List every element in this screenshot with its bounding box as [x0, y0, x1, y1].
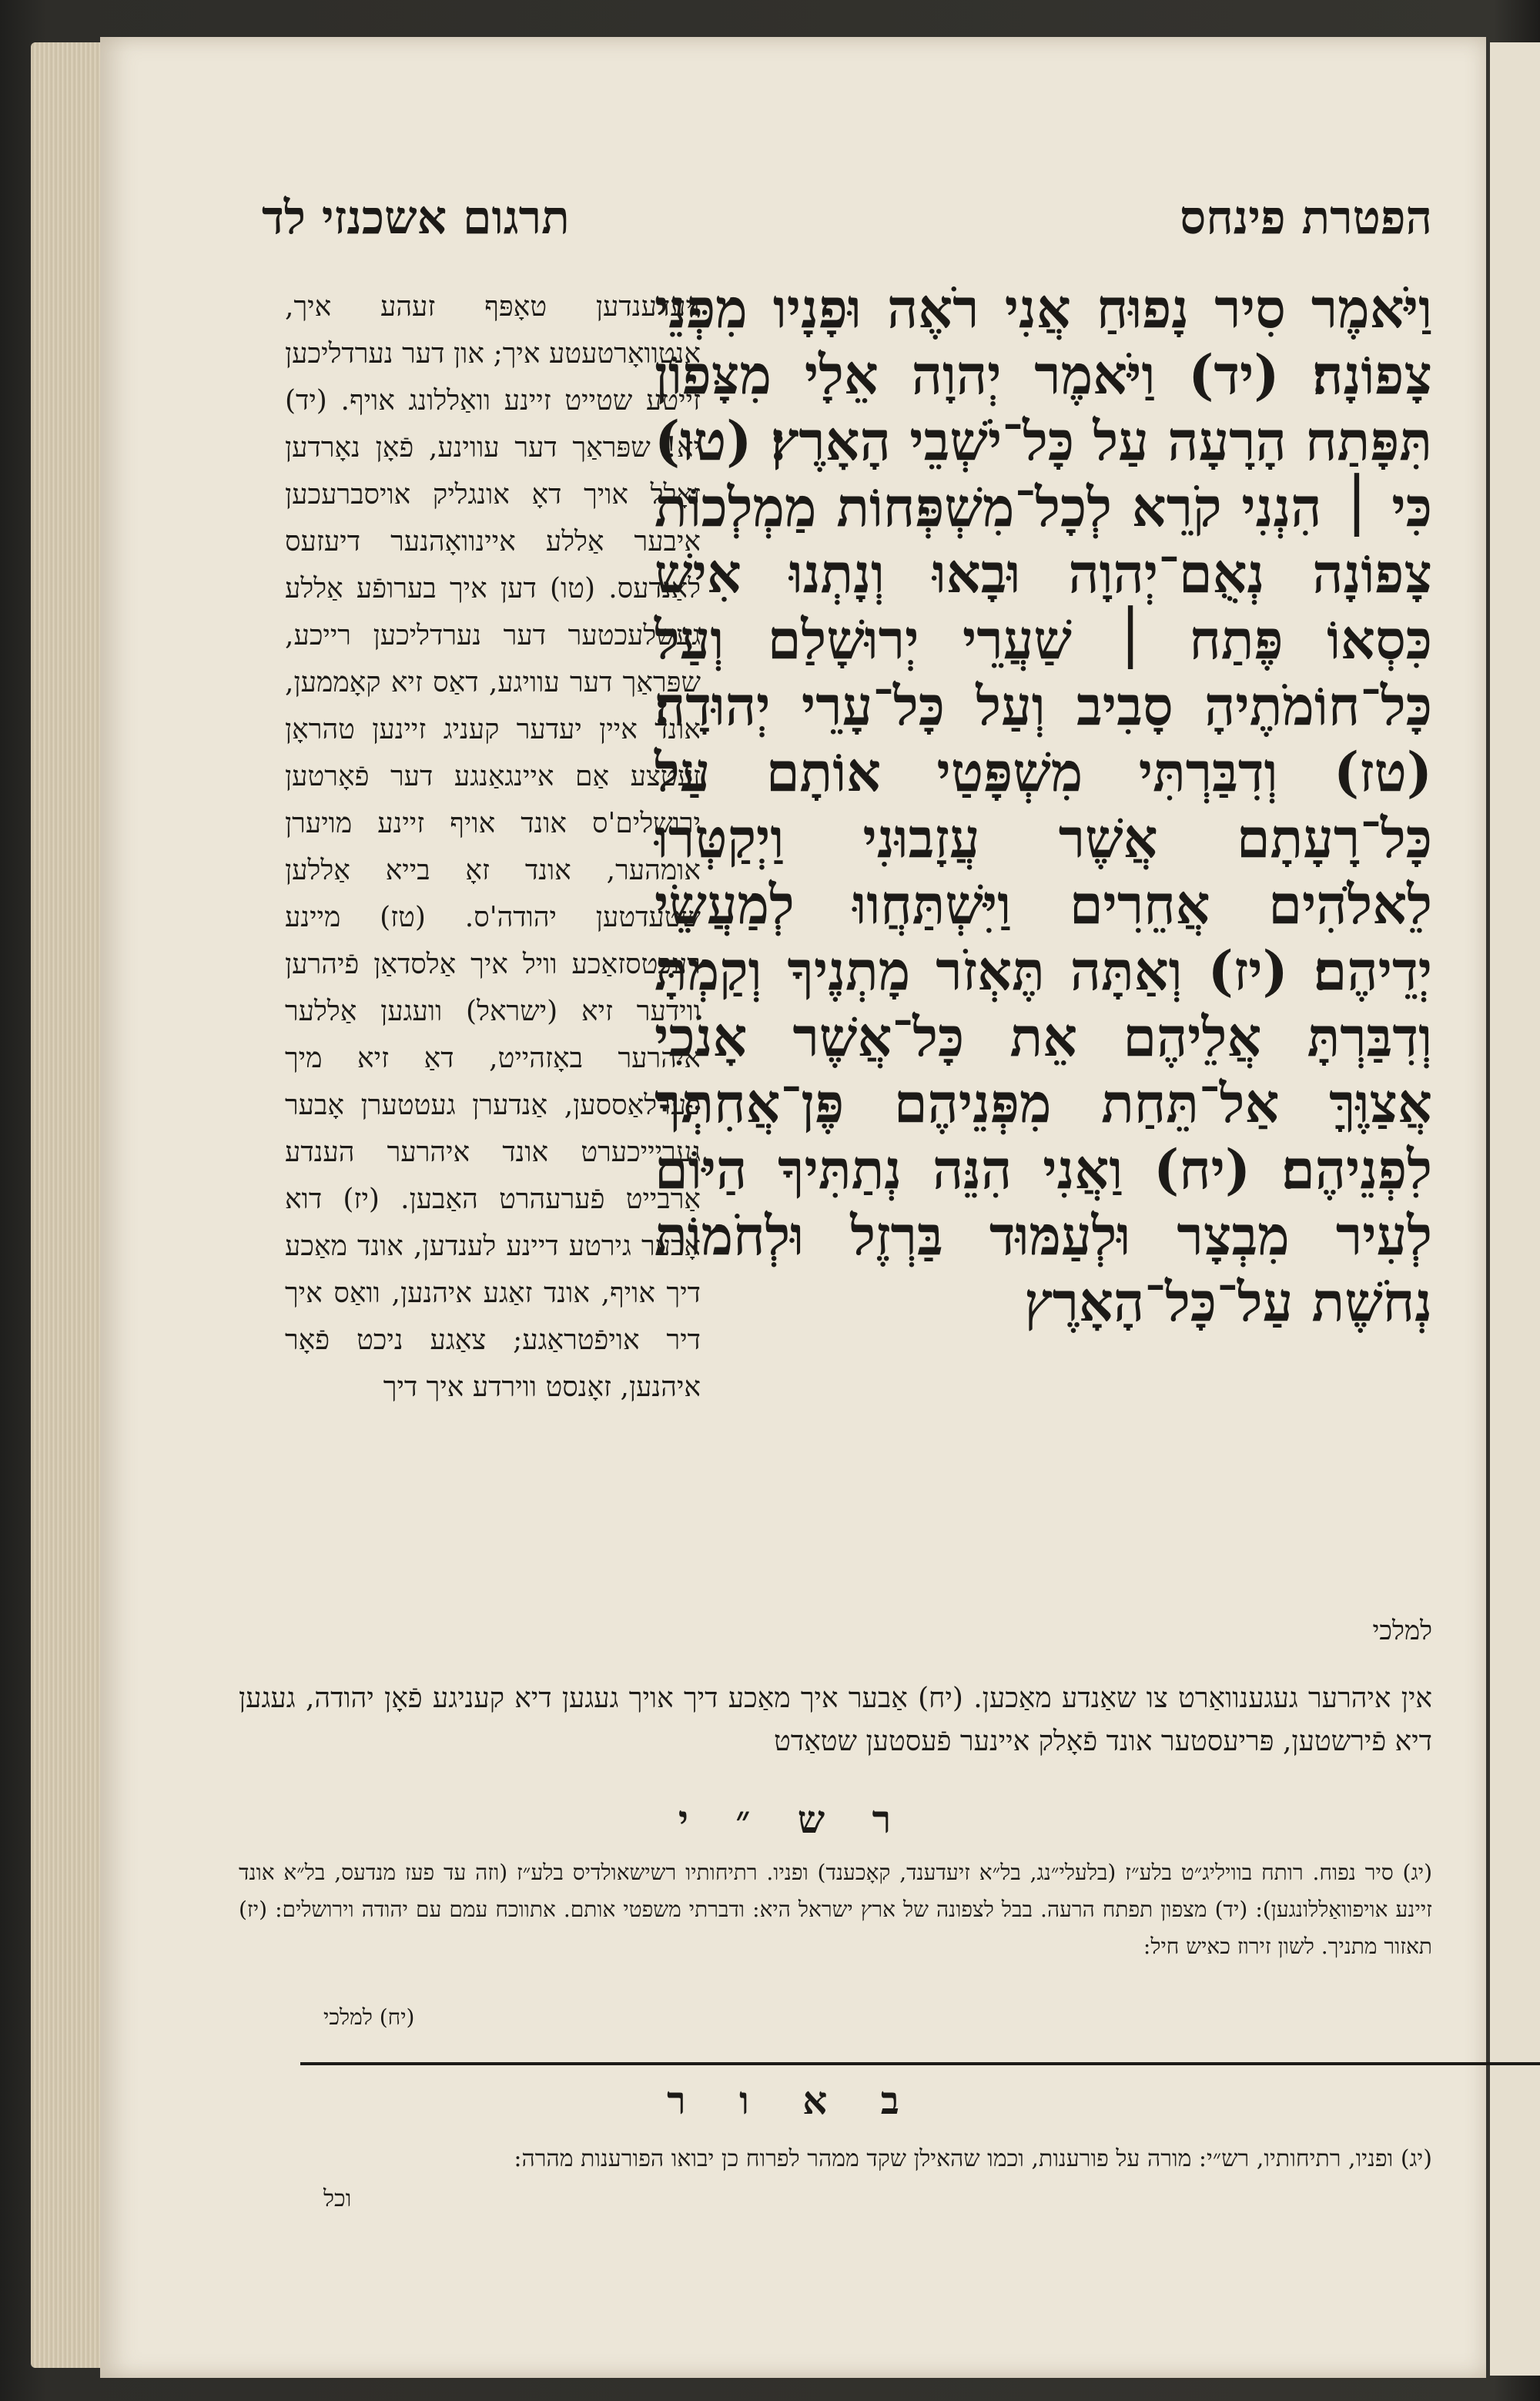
- page-header: [262, 191, 1432, 283]
- hebrew-running-title: הפטרת פינחס: [1180, 191, 1432, 245]
- book-page: [100, 37, 1486, 2378]
- section-divider: [300, 2062, 1540, 2065]
- biur-catchword: וכל: [323, 2185, 352, 2212]
- yiddish-running-title: תרגום אשכנזי לד: [262, 191, 570, 245]
- biur-commentary: (יג) ופניו, רתיחותיו, רש״י: מורה על פורענות, וכמו שהאילן שקד ממהר לפרוח כן יבואו הפורענות מהרה:: [514, 2145, 1432, 2172]
- catchword: למלכי: [1372, 1616, 1432, 1646]
- hebrew-scripture-column: וַיֹּאמֶר סִיר נָפוּחַ אֲנִי רֹאֶה וּפָנָיו מִפְּנֵי צָפוֹנָה׃ (יד) וַיֹּאמֶר יְהוָה אֵלָי מִצָּפוֹן תִּפָּתַח הָרָעָה עַל כָּל־יֹשְׁבֵי הָאָרֶץ׃ (טו) כִּי ׀ הִנְנִי קֹרֵא לְכָל־מִשְׁפְּחוֹת מַמְלְכוֹת צָפוֹנָה נְאֻם־יְהוָה וּבָאוּ וְנָתְנוּ אִישׁ כִּסְאוֹ פֶּתַח ׀ שַׁעֲרֵי יְרוּשָׁלַם וְעַל כָּל־חוֹמֹתֶיהָ סָבִיב וְעַל כָּל־עָרֵי יְהוּדָה׃ (טז) וְדִבַּרְתִּי מִשְׁפָּטַי אוֹתָם עַל כָּל־רָעָתָם אֲשֶׁר עֲזָבוּנִי וַיְקַטְּרוּ לֵאלֹהִים אֲחֵרִים וַיִּשְׁתַּחֲווּ לְמַעֲשֵׂי יְדֵיהֶם׃ (יז) וְאַתָּה תֶּאְזֹר מָתְנֶיךָ וְקַמְתָּ וְדִבַּרְתָּ אֲלֵיהֶם אֵת כָּל־אֲשֶׁר אָנֹכִי אֲצַוֶּךָּ אַל־תֵּחַת מִפְּנֵיהֶם פֶּן־אֲחִתְּךָ לִפְנֵיהֶם׃ (יח) וַאֲנִי הִנֵּה נְתַתִּיךָ הַיּוֹם לְעִיר מִבְצָר וּלְעַמּוּד בַּרְזֶל וּלְחֹמוֹת נְחֹשֶׁת עַל־כָּל־הָאָרֶץ: [654, 276, 1432, 1334]
- adjacent-page: [1490, 42, 1540, 2376]
- biur-heading: ב א ו ר: [667, 2078, 919, 2123]
- yiddish-translation-continuation: אין איהרער געגענוואַרט צו שאַנדע מאַכען. (יח) אַבער איך מאַכע דיך אויך געגען דיא קעניגע פֿאָן יהודה, געגען דיא פֿירשטען, פּריעסטער אונד פֿאָלק איינער פֿעסטען שטאַדט: [239, 1683, 1432, 1757]
- rashi-heading: ר ש ״ י: [678, 1797, 909, 1842]
- rashi-commentary: (יג) סיר נפוח. רותח בוויליג״ט בלע״ז (בלעלי״נג, בל״א זיעדענד, קאָכענד) ופניו. רתיחותיו רשישאולדיס בלע״ז (וזה עד פעז מנדעס, בל״א אונד זיינע אויפוואַללונגען): (יד) מצפון תפתח הרעה. בבל לצפונה של ארץ ישראל היא: ודברתי משפטי אותם. אתווכח עמם עם יהודה וירושלים: (יז) תאזור מתניך. לשון זירוז כאיש חיל:: [239, 1860, 1432, 1959]
- book-page-edges: [31, 42, 108, 2368]
- rashi-catchword: (יח) למלכי: [323, 2004, 415, 2030]
- yiddish-translation-column: זיעדענדען טאָפּף זעהע איך, אַנטוואָרטעטע איך; און דער נערדליכען זייטע שטייט זיינע וואַללונג אויף. (יד) יא! שפּראַך דער עווינע, פֿאָן נאָרדען זאָלל אויך דאָ אונגליק אויסברעכען איבער אַללע איינוואָהנער דיעזעס לאַנדעס. (טו) דען איך בערופֿע אַללע געשלעכטער דער נערדליכען רייכע, שפּראַך דער עוויגע, דאַס זיא קאָממען, אונד איין יעדער קעניג זיינען טהראָן זעטצע אַם איינגאַנגע דער פֿאָרטען ירושלים'ס אונד אויף זיינע מויערן אומהער, אונד זאָ בייא אַללען שטעדטען יהודה'ס. (טז) מיינע רעכטסזאַכע וויל איך אַלסדאַן פֿיהרען ווידער זיא (ישראל) וועגען אַללער איהרער באָזהייט, דאַ זיא מיך פֿערלאַססען, אַנדערן געטטערן אָבער געריייכערט אונד איהרער הענדע אַרבייט פֿערעהרט האַבען. (יז) דוא אָבער גירטע דיינע לענדען, אונד מאַכע דיך אויף, אונד זאַגע איהנען, וואַס איך דיר אויפֿטראַגע; צאַגע ניכט פֿאָר איהנען, זאָנסט ווירדע איך דיך: [285, 291, 701, 1403]
